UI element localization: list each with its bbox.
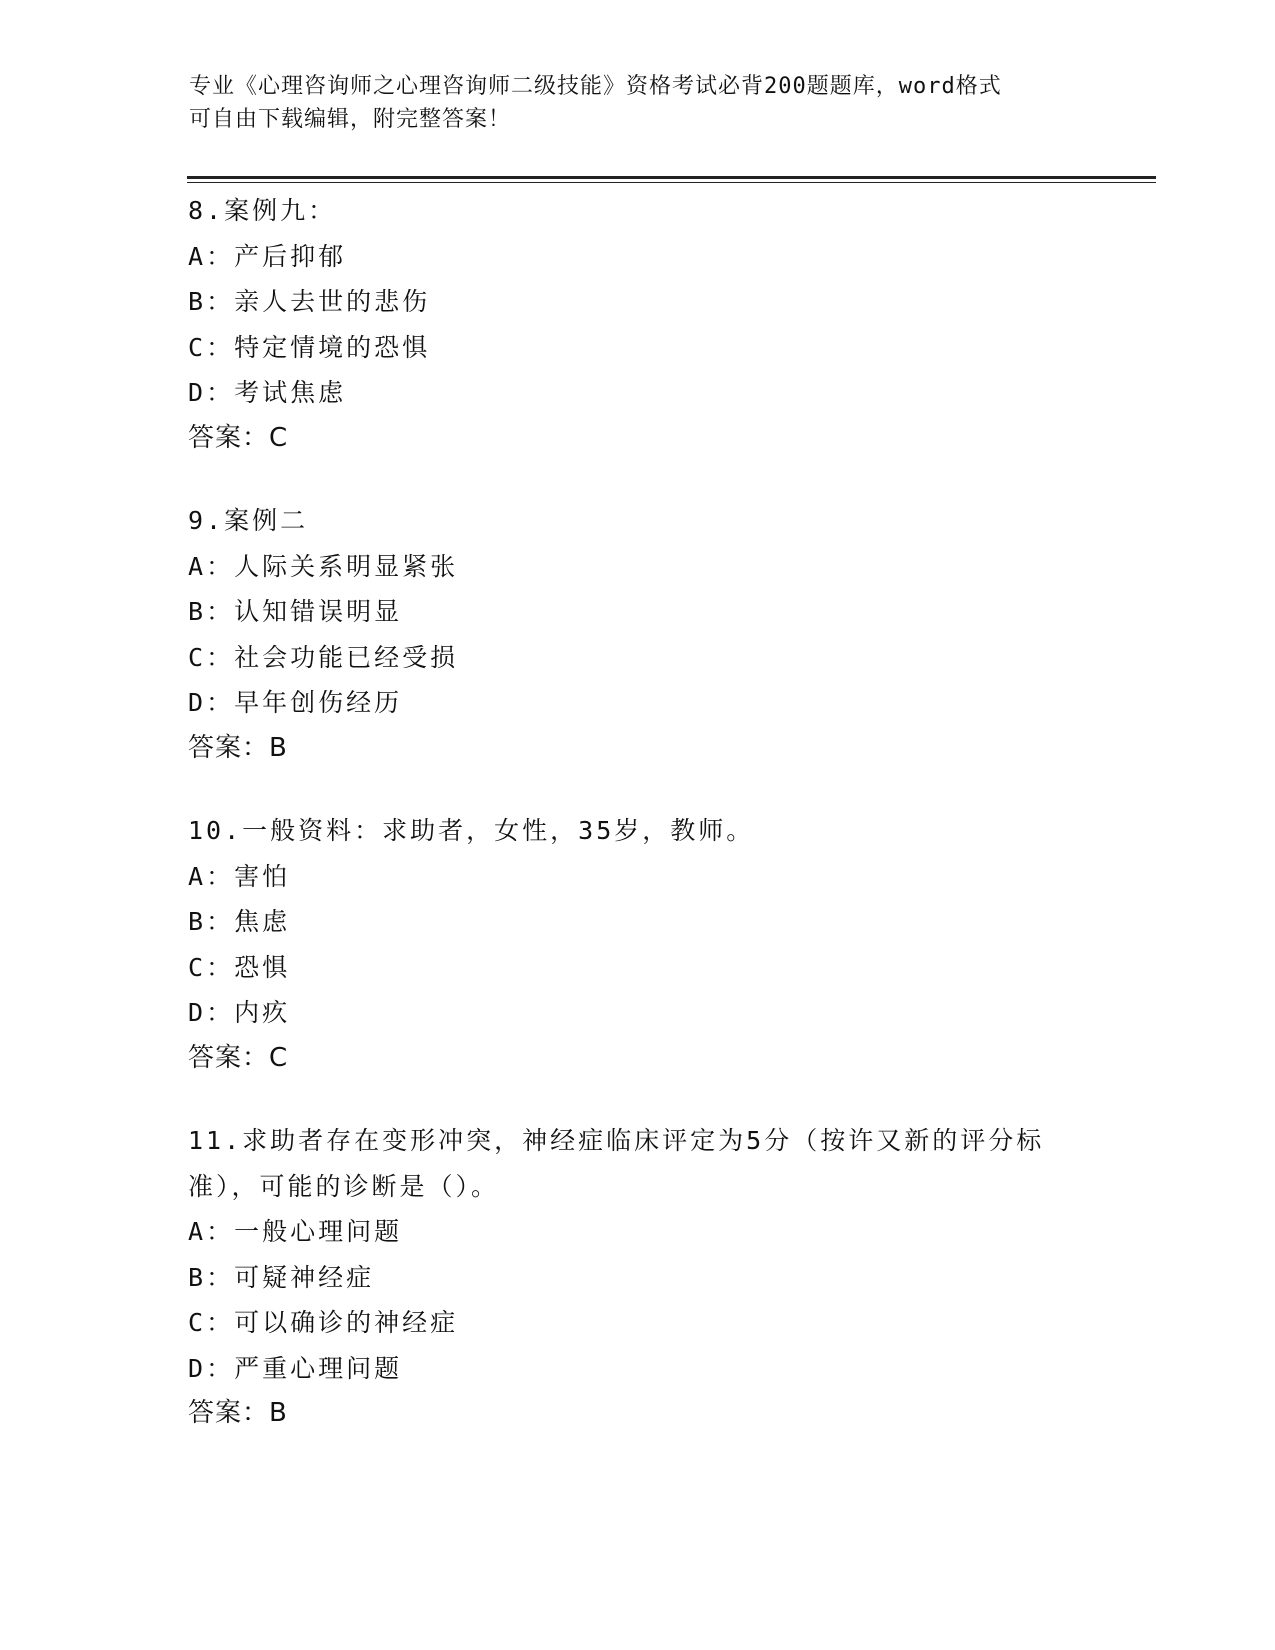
option-text: 产后抑郁	[234, 241, 347, 271]
option-b: B：亲人去世的悲伤	[188, 287, 431, 316]
answer-line	[188, 1391, 1088, 1437]
option-letter: D	[188, 688, 207, 717]
answer-label: 答案：	[188, 1398, 270, 1428]
question-item	[188, 188, 1088, 461]
option-text: 可疑神经症	[234, 1262, 375, 1292]
header-divider-thin	[187, 182, 1156, 183]
option-c: C：恐惧	[188, 952, 291, 982]
answer-label: 答案：	[188, 732, 270, 763]
option-a: A：一般心理问题	[188, 1217, 403, 1246]
question-item	[188, 1118, 1088, 1437]
option-text: 可以确诊的神经症	[234, 1308, 459, 1337]
question-item	[188, 498, 1088, 771]
document-header	[189, 70, 1089, 136]
option-letter: A	[188, 1217, 207, 1246]
option-d: D：严重心理问题	[188, 1353, 403, 1383]
header-divider-thick	[187, 176, 1156, 179]
option-c: C：特定情境的恐惧	[188, 332, 431, 362]
option-a: A：产后抑郁	[188, 241, 347, 271]
option-letter: B	[188, 1262, 207, 1292]
option-letter: D	[188, 378, 207, 407]
option-text: 亲人去世的悲伤	[234, 287, 431, 316]
answer-label: 答案：	[188, 422, 270, 453]
option-a: A：人际关系明显紧张	[188, 551, 459, 581]
option-text: 一般心理问题	[234, 1217, 403, 1246]
option-letter: D	[188, 998, 207, 1027]
option-d: D：考试焦虑	[188, 378, 347, 407]
question-stem: 8.案例九：	[188, 196, 337, 225]
option-letter: B	[188, 597, 207, 626]
option-letter: C	[188, 952, 207, 982]
option-c: C：可以确诊的神经症	[188, 1308, 459, 1337]
option-letter: D	[188, 1353, 207, 1383]
option-b: B：认知错误明显	[188, 597, 403, 626]
option-text: 特定情境的恐惧	[234, 332, 431, 362]
option-letter: A	[188, 241, 207, 271]
option-c: C：社会功能已经受损	[188, 642, 459, 672]
option-b: B：可疑神经症	[188, 1262, 375, 1292]
option-letter: C	[188, 1308, 207, 1337]
question-stem: 11.求助者存在变形冲突，神经症临床评定为5分（按许又新的评分标准），可能的诊断是（）。	[188, 1126, 1045, 1201]
option-text: 认知错误明显	[234, 597, 403, 626]
option-letter: C	[188, 642, 207, 672]
option-text: 害怕	[234, 861, 291, 891]
option-letter: A	[188, 861, 207, 891]
option-letter: B	[188, 287, 207, 316]
option-text: 焦虑	[234, 907, 291, 936]
option-text: 社会功能已经受损	[234, 642, 459, 672]
question-list	[188, 188, 1088, 1474]
question-stem: 10.一般资料：求助者，女性，35岁，教师。	[188, 816, 755, 845]
option-text: 内疚	[234, 998, 291, 1027]
answer-line	[188, 416, 1088, 462]
header-line-1: 专业《心理咨询师之心理咨询师二级技能》资格考试必背200题题库，word格式	[189, 74, 1002, 99]
option-b: B：焦虑	[188, 907, 291, 936]
answer-line	[188, 1036, 1088, 1082]
answer-line	[188, 726, 1088, 772]
option-d: D：早年创伤经历	[188, 688, 403, 717]
answer-label: 答案：	[188, 1042, 270, 1073]
option-text: 人际关系明显紧张	[234, 551, 459, 581]
question-stem: 9.案例二	[188, 506, 309, 535]
answer-value: B	[269, 1398, 288, 1428]
header-line-2: 可自由下载编辑，附完整答案！	[189, 107, 512, 132]
option-letter: C	[188, 332, 207, 362]
option-letter: B	[188, 907, 207, 936]
question-item	[188, 808, 1088, 1081]
answer-value: B	[269, 732, 288, 763]
option-text: 考试焦虑	[234, 378, 347, 407]
option-d: D：内疚	[188, 998, 291, 1027]
option-text: 恐惧	[234, 952, 291, 982]
option-letter: A	[188, 551, 207, 581]
option-text: 早年创伤经历	[234, 688, 403, 717]
option-a: A：害怕	[188, 861, 291, 891]
answer-value: C	[269, 1042, 289, 1073]
answer-value: C	[269, 422, 289, 453]
option-text: 严重心理问题	[234, 1353, 403, 1383]
